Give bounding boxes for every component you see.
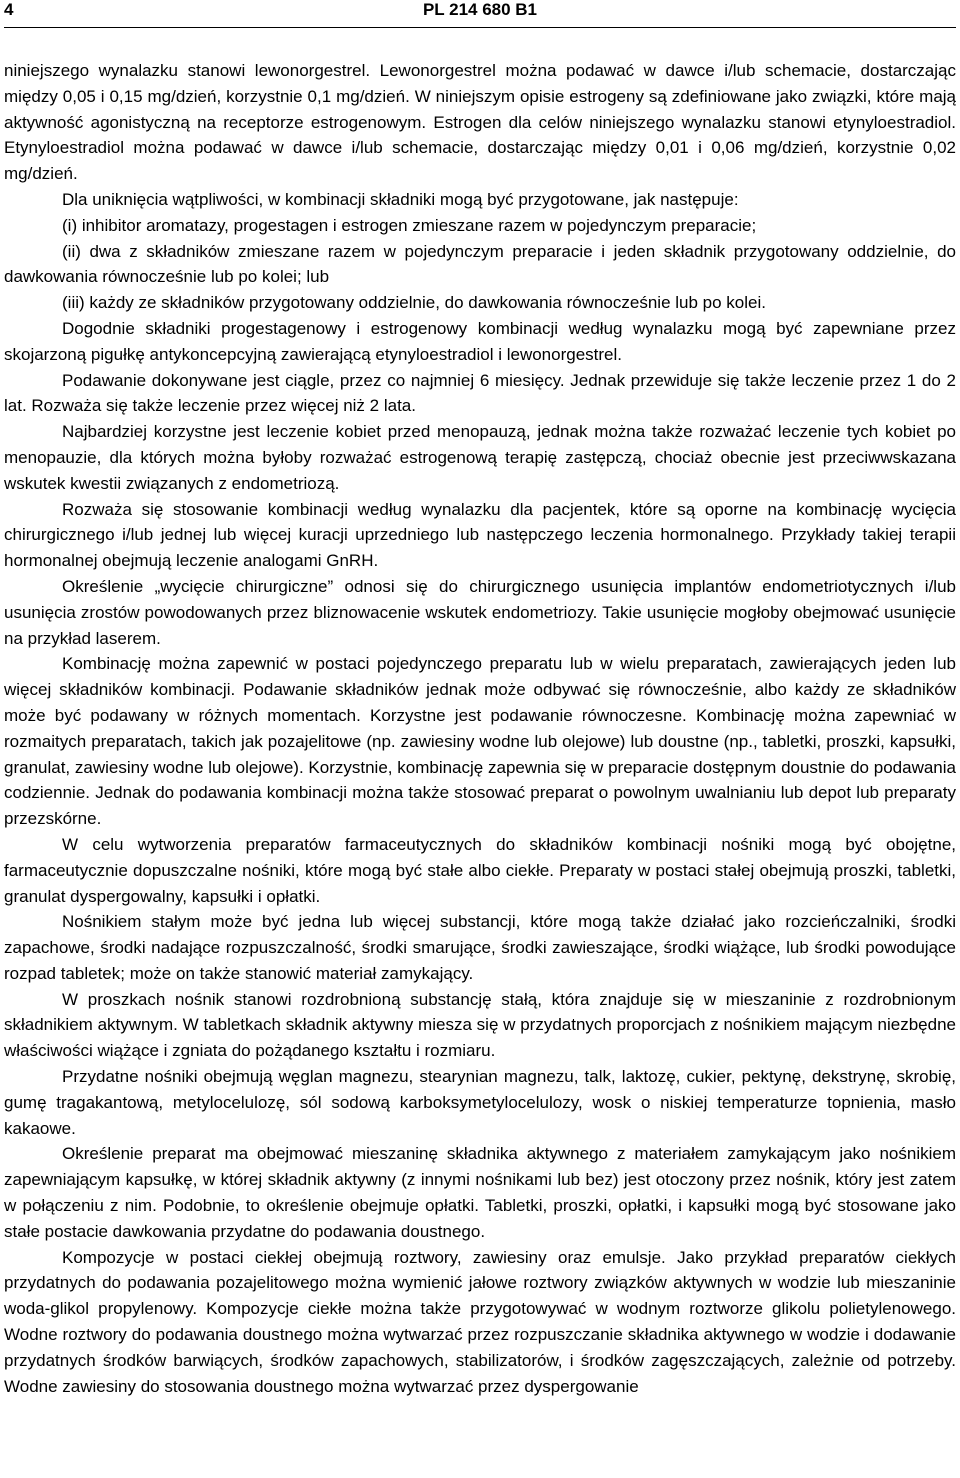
page-number: 4: [4, 0, 14, 19]
paragraph: (i) inhibitor aromatazy, progestagen i estrogen zmieszane razem w pojedynczym preparacie;: [62, 215, 757, 235]
paragraph: Kombinację można zapewnić w postaci pojedynczego preparatu lub w wielu preparatach, zawierających jeden lub więcej składników kombinacji. Podawanie składników jednak może odbywać się równocześnie, albo każdy ze składników może być podawany w różnych momentach. Korzystne jest podawanie równoczesne. Kombinację można zapewniać w rozmaitych preparatach, takich jak pozajelitowe (np. zawiesiny wodne lub olejowe) lub doustne (np., tabletki, proszki, kapsułki, granulat, zawiesiny wodne lub olejowe). Korzystnie, kombinację zapewnia się w preparacie dostępnym doustnie do podawania codziennie. Jednak do podawania kombinacji można także stosować preparat o powolnym uwalnianiu lub depot lub preparaty przezskórne.: [4, 654, 956, 829]
paragraph: niniejszego wynalazku stanowi lewonorgestrel. Lewonorgestrel można podawać w dawce i/lub schemacie, dostarczając między 0,05 i 0,15 mg/dzień, korzystnie 0,1 mg/dzień. W niniejszym opisie estrogeny są zdefiniowane jako związki, które mają aktywność agonistyczną na receptorze estrogenowym. Estrogen dla celów niniejszego wynalazku stanowi etynyloestradiol. Etynyloestradiol można podawać w dawce i/lub schemacie, dostarczając między 0,01 i 0,06 mg/dzień, korzystnie 0,02 mg/dzień.: [4, 61, 956, 184]
paragraph: Przydatne nośniki obejmują węglan magnezu, stearynian magnezu, talk, laktozę, cukier, pektynę, dekstrynę, skrobię, gumę tragakantową, metylocelulozę, sól sodową karboksymetylocelulozy, wosk o niskiej temperaturze topnienia, masło kakaowe.: [4, 1067, 956, 1138]
paragraph: W proszkach nośnik stanowi rozdrobnioną substancję stałą, która znajduje się w mieszaninie z rozdrobnionym składnikiem aktywnym. W tabletkach składnik aktywny miesza się w przydatnych proporcjach z nośnikiem mającym niezbędne właściwości wiążące i zgniata do pożądanego kształtu i rozmiaru.: [4, 989, 956, 1061]
paragraph: (ii) dwa z składników zmieszane razem w pojedynczym preparacie i jeden składnik przygotowany oddzielnie, do dawkowania równocześnie lub po kolei; lub: [4, 241, 956, 287]
paragraph: Określenie „wycięcie chirurgiczne” odnosi się do chirurgicznego usunięcia implantów endometriotycznych i/lub usunięcia zrostów powodowanych przez bliznowacenie wskutek endometriozy. Takie usunięcie mogłoby obejmować usunięcie na przykład laserem.: [4, 576, 956, 648]
paragraph: Nośnikiem stałym może być jedna lub więcej substancji, które mogą także działać jako rozcieńczalniki, środki zapachowe, środki nadające rozpuszczalność, środki smarujące, środki zawieszające, środki wiążące, lub środki powodujące rozpad tabletek; może on także stanowić materiał zamykający.: [4, 912, 956, 983]
paragraph: Najbardziej korzystne jest leczenie kobiet przed menopauzą, jednak można także rozważać leczenie tych kobiet po menopauzie, dla których można byłoby rozważać estrogenową terapię zastępczą, chociaż obecnie jest przeciwwskazana wskutek kwestii związanych z endometriozą.: [4, 422, 956, 493]
paragraph: Podawanie dokonywane jest ciągle, przez co najmniej 6 miesięcy. Jednak przewiduje się także leczenie przez 1 do 2 lat. Rozważa się także leczenie przez więcej niż 2 lata.: [4, 370, 956, 416]
paragraph: Określenie preparat ma obejmować mieszaninę składnika aktywnego z materiałem zamykającym jako nośnikiem zapewniającym kapsułkę, w której składnik aktywny (z innymi nośnikami lub bez) jest otoczony przez nośnik, który jest zatem w połączeniu z nim. Podobnie, to określenie obejmuje opłatki. Tabletki, proszki, opłatki, i kapsułki mogą być stosowane jako stałe postacie dawkowania przydatne do podawania doustnego.: [4, 1144, 956, 1241]
paragraph: Dogodnie składniki progestagenowy i estrogenowy kombinacji według wynalazku mogą być zapewniane przez skojarzoną pigułkę antykoncepcyjną zawierającą etynyloestradiol i lewonorgestrel.: [4, 318, 956, 364]
header-rule: [4, 27, 956, 28]
page-header: [4, 0, 956, 22]
paragraph: W celu wytworzenia preparatów farmaceutycznych do składników kombinacji nośniki mogą być obojętne, farmaceutycznie dopuszczalne nośniki, które mogą być stałe albo ciekłe. Preparaty w postaci stałej obejmują proszki, tabletki, granulat dyspergowalny, kapsułki i opłatki.: [4, 834, 956, 906]
paragraph: Rozważa się stosowanie kombinacji według wynalazku dla pacjentek, które są oporne na kombinację wycięcia chirurgicznego i/lub jednej lub więcej kuracji uprzedniego lub następczego leczenia hormonalnego. Przykłady takiej terapii hormonalnej obejmują leczenie analogami GnRH.: [4, 499, 956, 571]
document-id: PL 214 680 B1: [422, 0, 538, 19]
document-body: [4, 58, 956, 1399]
paragraph: Kompozycje w postaci ciekłej obejmują roztwory, zawiesiny oraz emulsje. Jako przykład preparatów ciekłych przydatnych do podawania pozajelitowego można wymienić jałowe roztwory związków aktywnych w wodzie lub mieszaninie woda-glikol propylenowy. Kompozycje ciekłe można także przygotowywać w wodnym roztworze glikolu polietylenowego. Wodne roztwory do podawania doustnego można wytwarzać przez rozpuszczanie składnika aktywnego w wodzie i dodawanie przydatnych środków barwiących, środków zapachowych, stabilizatorów, i środków zagęszczających, zależnie od potrzeby. Wodne zawiesiny do stosowania doustnego można wytwarzać przez dyspergowanie: [4, 1247, 956, 1396]
paragraph: (iii) każdy ze składników przygotowany oddzielnie, do dawkowania równocześnie lub po kolei.: [62, 293, 766, 313]
paragraph: Dla uniknięcia wątpliwości, w kombinacji składniki mogą być przygotowane, jak następuje:: [62, 189, 739, 209]
